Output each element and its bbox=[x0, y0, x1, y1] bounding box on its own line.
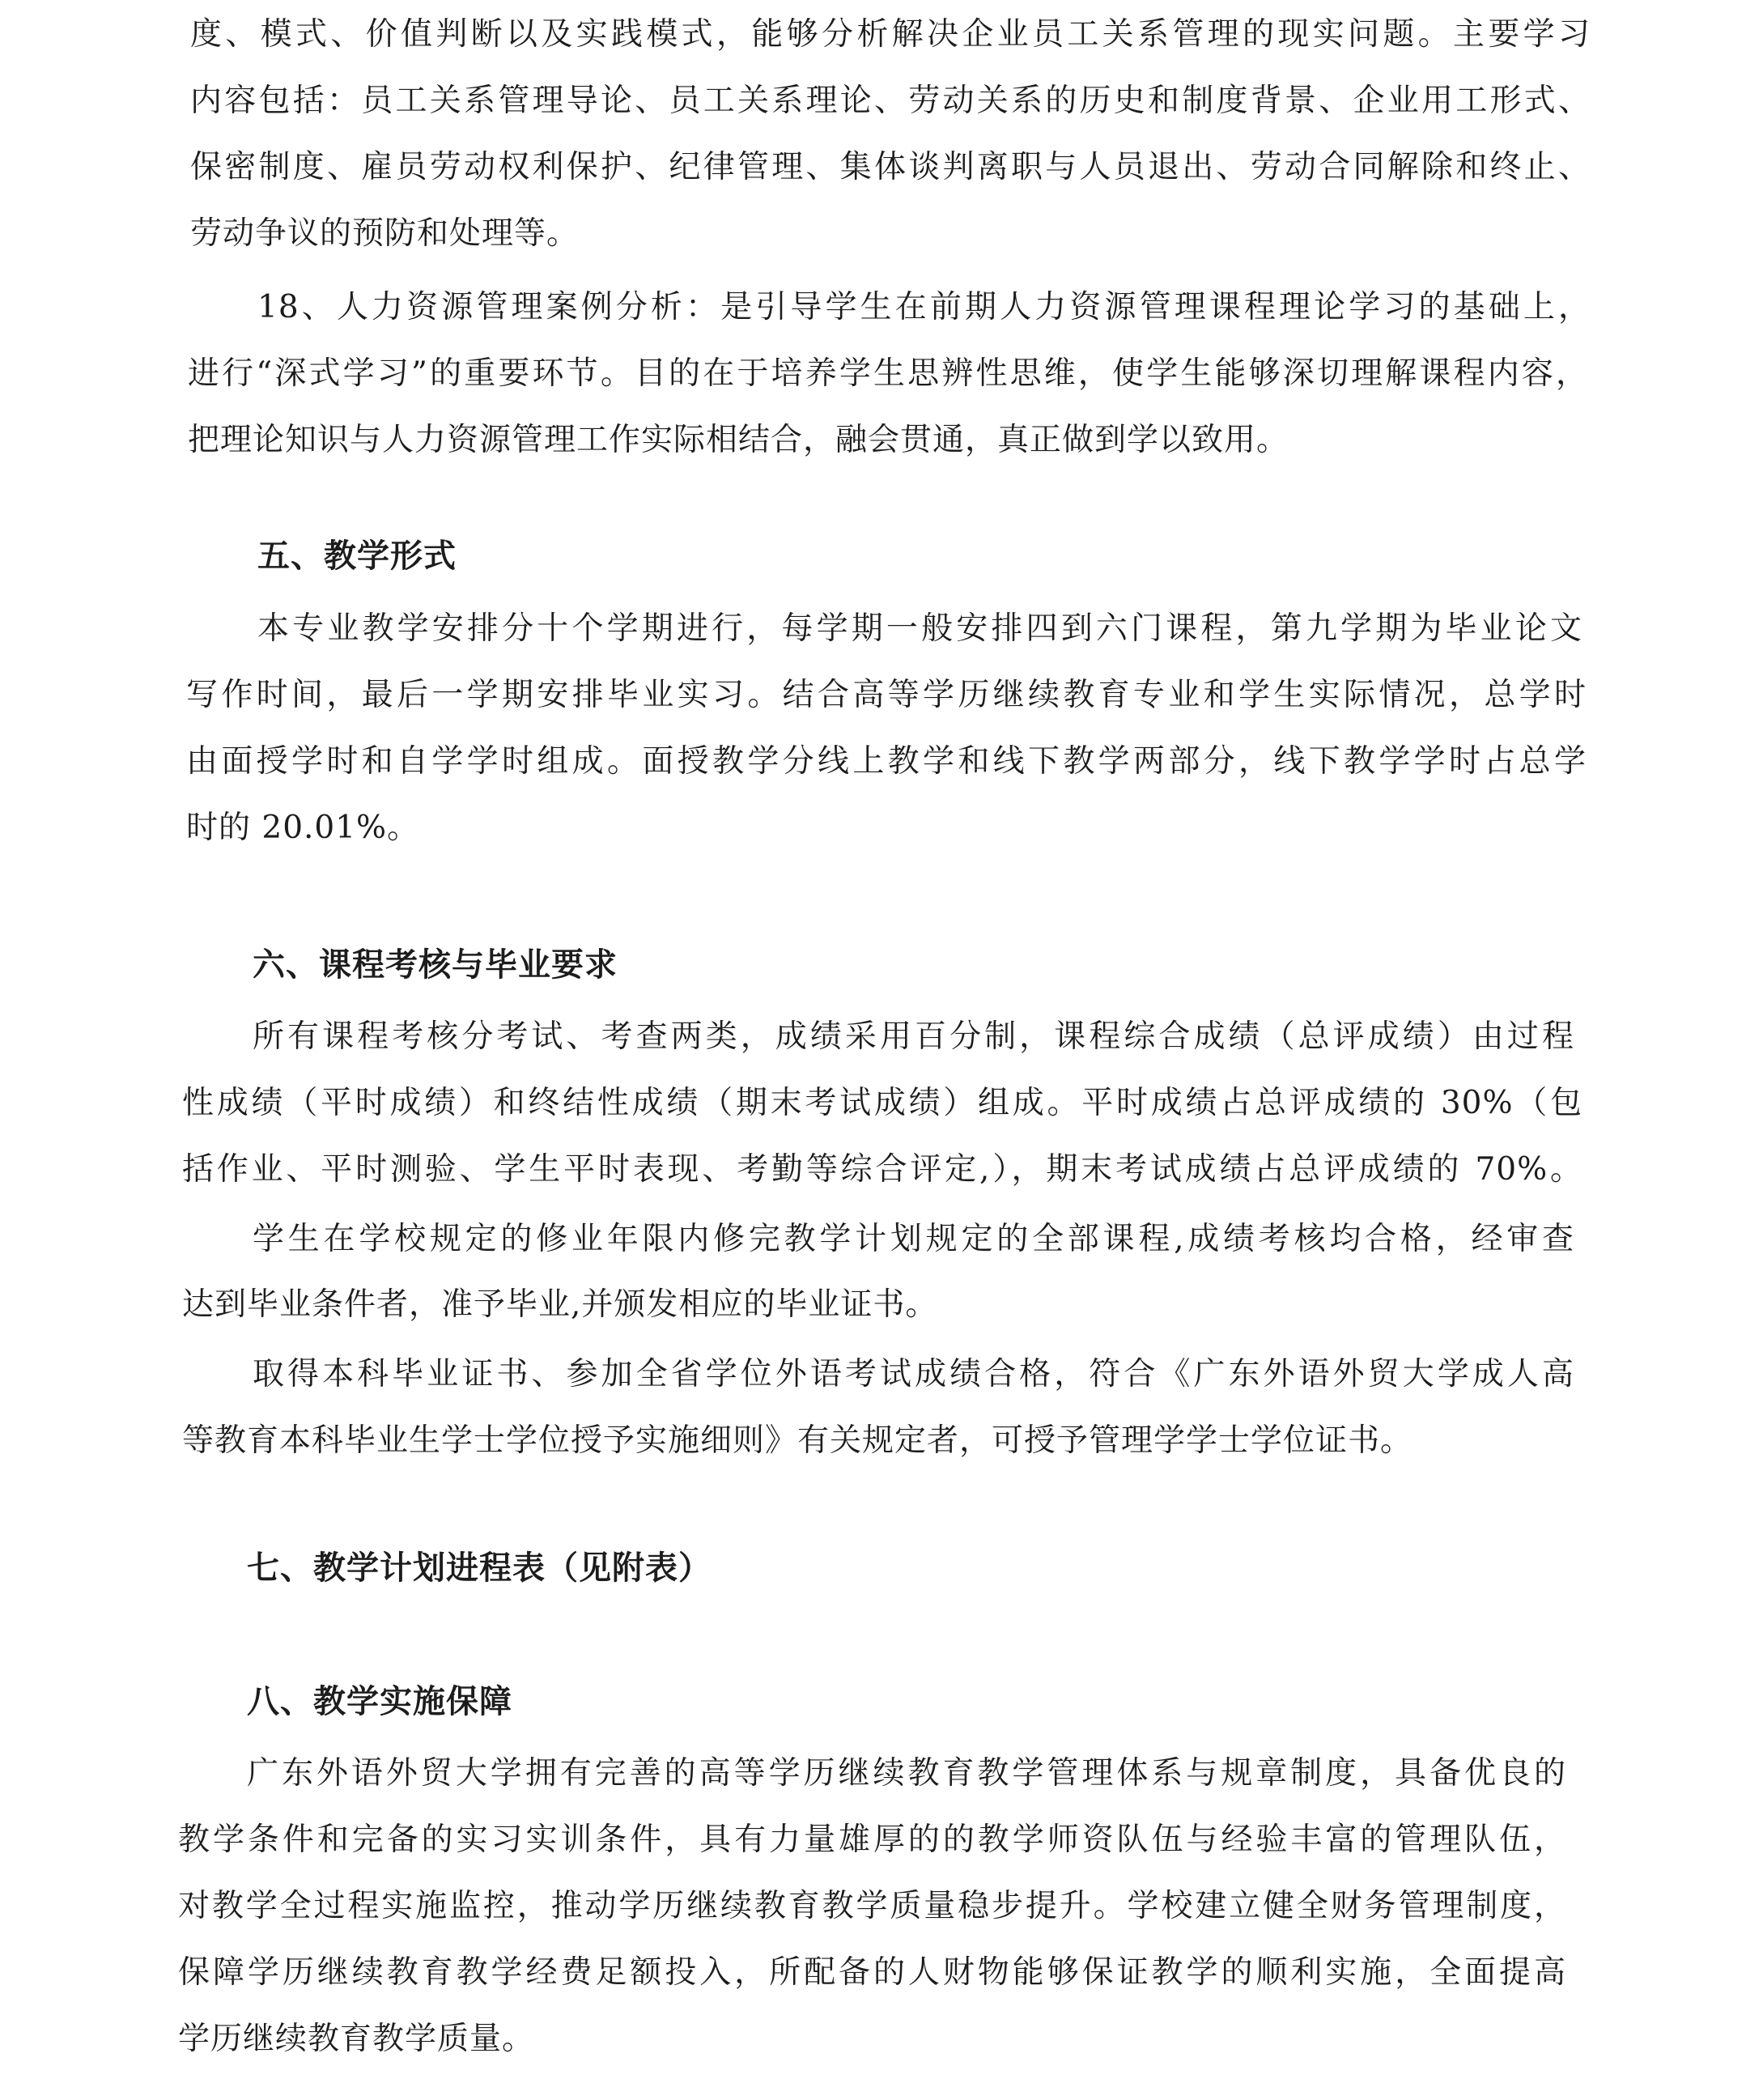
item18-line: 进行“深式学习”的重要环节。目的在于培养学生思辨性思维，使学生能够深切理解课程内容， bbox=[188, 355, 1588, 392]
item18-line: 18、人力资源管理案例分析：是引导学生在前期人力资源管理课程理论学习的基础上， bbox=[257, 289, 1591, 325]
intro-line: 劳动争议的预防和处理等。 bbox=[190, 215, 580, 252]
section-6-line: 取得本科毕业证书、参加全省学位外语考试成绩合格，符合《广东外语外贸大学成人高 bbox=[253, 1356, 1574, 1392]
section-8-line: 保障学历继续教育教学经费足额投入，所配备的人财物能够保证教学的顺利实施，全面提高 bbox=[178, 1954, 1566, 1991]
section-8-line: 学历继续教育教学质量。 bbox=[178, 2021, 535, 2057]
section-8-line: 广东外语外贸大学拥有完善的高等学历继续教育教学管理体系与规章制度，具备优良的 bbox=[247, 1755, 1566, 1792]
intro-line: 度、模式、价值判断以及实践模式，能够分析解决企业员工关系管理的现实问题。主要学习 bbox=[190, 16, 1591, 53]
section-6-title: 六、课程考核与毕业要求 bbox=[253, 946, 618, 984]
item18-line: 把理论知识与人力资源管理工作实际相结合，融会贯通，真正做到学以致用。 bbox=[188, 422, 1289, 458]
section-8-line: 对教学全过程实施监控，推动学历继续教育教学质量稳步提升。学校建立健全财务管理制度， bbox=[178, 1888, 1566, 1924]
intro-line: 保密制度、雇员劳动权利保护、纪律管理、集体谈判离职与人员退出、劳动合同解除和终止、 bbox=[190, 149, 1591, 185]
section-5-line: 时的 20.01%。 bbox=[186, 810, 420, 846]
section-8-title: 八、教学实施保障 bbox=[247, 1683, 512, 1720]
section-6-line: 学生在学校规定的修业年限内修完教学计划规定的全部课程,成绩考核均合格，经审查 bbox=[253, 1221, 1574, 1257]
section-6-line: 达到毕业条件者，准予毕业,并颁发相应的毕业证书。 bbox=[182, 1286, 938, 1323]
section-7-title: 七、教学计划进程表（见附表） bbox=[247, 1549, 712, 1587]
section-5-title: 五、教学形式 bbox=[257, 538, 457, 575]
section-5-line: 本专业教学安排分十个学期进行，每学期一般安排四到六门课程，第九学期为毕业论文 bbox=[257, 610, 1582, 647]
section-5-line: 写作时间，最后一学期安排毕业实习。结合高等学历继续教育专业和学生实际情况，总学时 bbox=[186, 677, 1587, 713]
section-8-line: 教学条件和完备的实习实训条件，具有力量雄厚的的教学师资队伍与经验丰富的管理队伍， bbox=[178, 1822, 1566, 1858]
section-6-line: 括作业、平时测验、学生平时表现、考勤等综合评定,），期末考试成绩占总评成绩的 70%。 bbox=[182, 1151, 1582, 1188]
section-6-line: 所有课程考核分考试、考查两类，成绩采用百分制，课程综合成绩（总评成绩）由过程 bbox=[253, 1018, 1574, 1055]
section-6-line: 性成绩（平时成绩）和终结性成绩（期末考试成绩）组成。平时成绩占总评成绩的 30%（包 bbox=[182, 1085, 1582, 1121]
intro-line: 内容包括：员工关系管理导论、员工关系理论、劳动关系的历史和制度背景、企业用工形式、 bbox=[190, 83, 1591, 119]
section-6-line: 等教育本科毕业生学士学位授予实施细则》有关规定者，可授予管理学学士学位证书。 bbox=[182, 1422, 1413, 1459]
section-5-line: 由面授学时和自学学时组成。面授教学分线上教学和线下教学两部分，线下教学学时占总学 bbox=[186, 743, 1587, 780]
